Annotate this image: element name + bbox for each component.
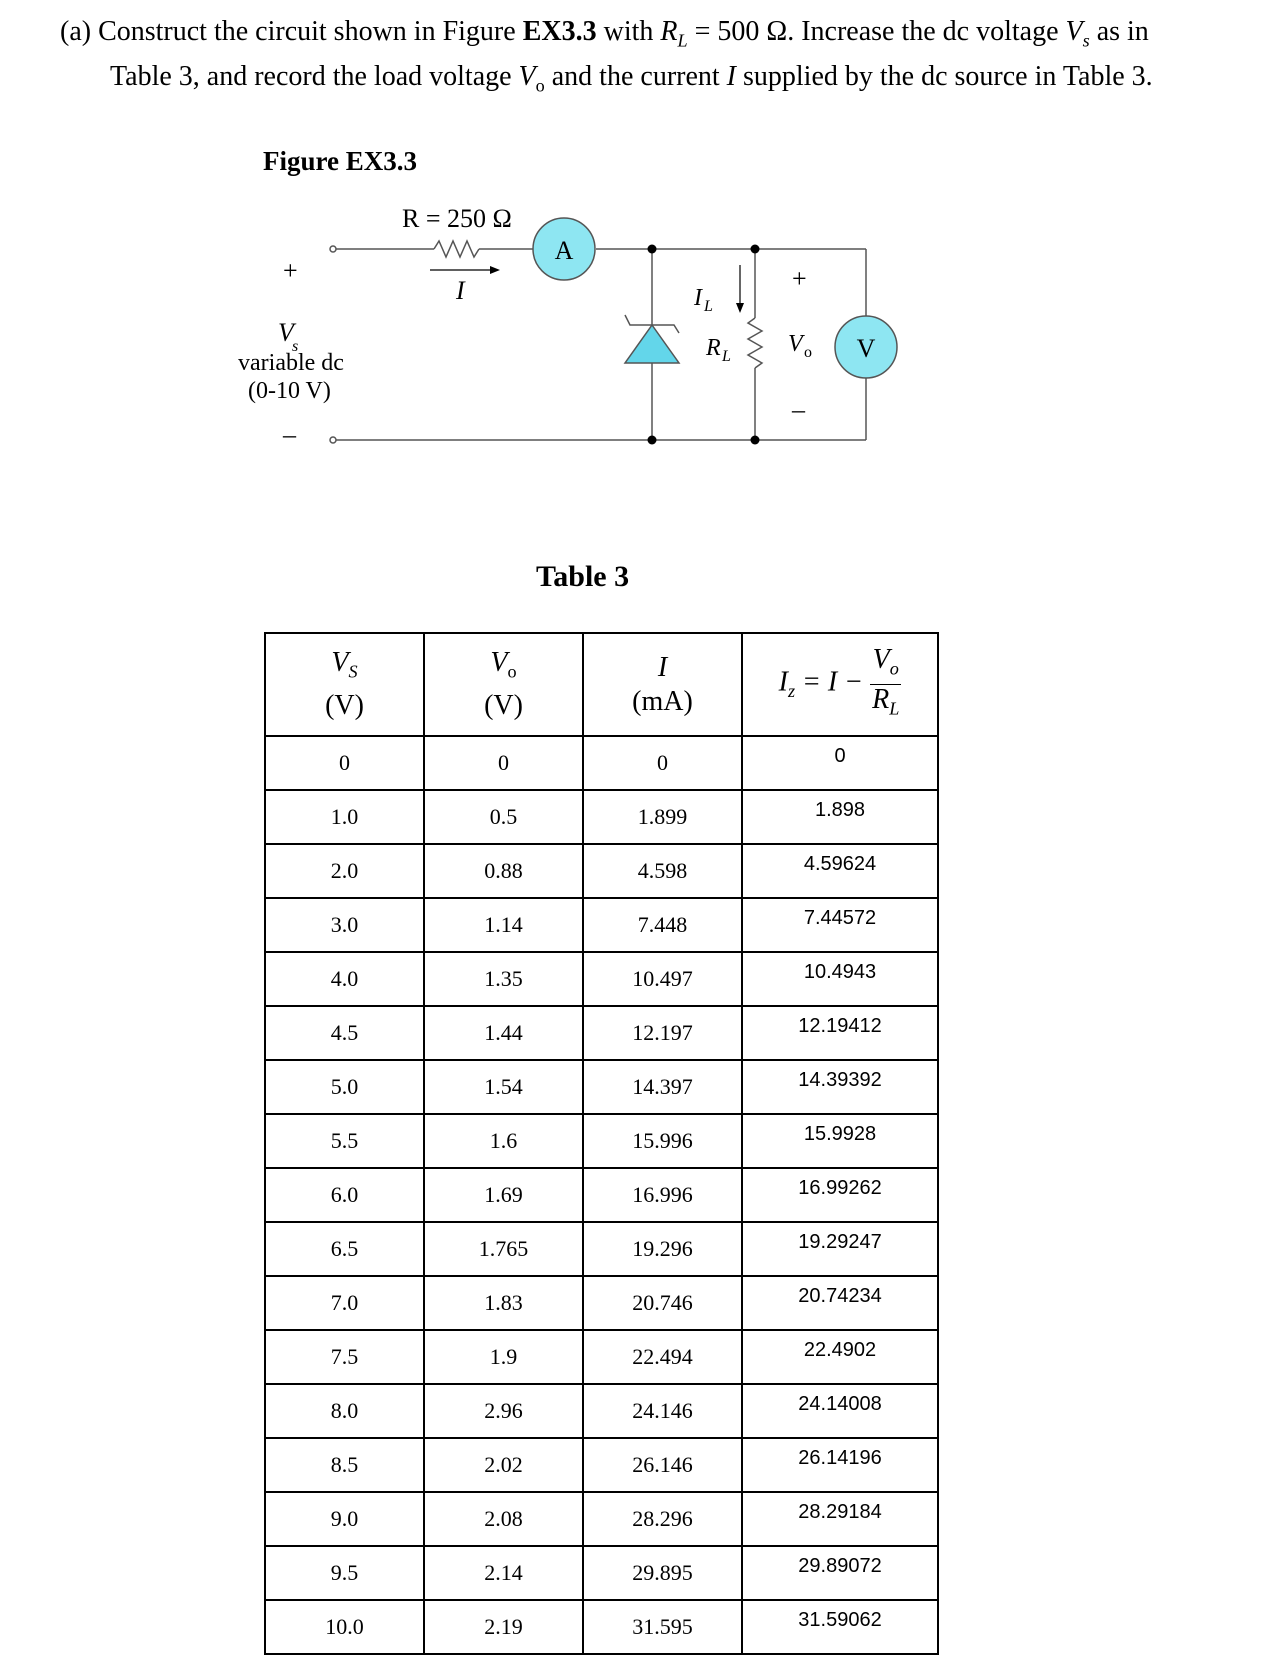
cell-vs: 5.5 (265, 1114, 424, 1168)
cell-i: 12.197 (583, 1006, 742, 1060)
instruction-part: (a) Construct the circuit shown in Figure (60, 16, 523, 47)
cell-iz: 10.4943 (742, 952, 938, 1006)
header-unit: (V) (484, 689, 523, 721)
cell-vs: 6.5 (265, 1222, 424, 1276)
current-arrow (430, 266, 500, 274)
table-row (265, 1276, 938, 1330)
resistor-r (434, 241, 479, 257)
den-symbol: R (872, 684, 890, 715)
table-row (265, 790, 938, 844)
header-unit: (V) (325, 689, 364, 721)
figure-ref: EX3.3 (522, 16, 597, 47)
table-row (265, 1384, 938, 1438)
cell-i: 7.448 (583, 898, 742, 952)
source-sub: s (292, 338, 299, 355)
node (648, 436, 657, 445)
den-sub: L (889, 698, 900, 719)
cell-i: 14.397 (583, 1060, 742, 1114)
cell-i: 19.296 (583, 1222, 742, 1276)
cell-vs: 8.0 (265, 1384, 424, 1438)
source-minus: – (283, 420, 296, 449)
source-terminal-top (330, 246, 336, 252)
cell-iz: 15.9928 (742, 1114, 938, 1168)
table-row (265, 1330, 938, 1384)
resistor-rl (748, 318, 762, 368)
cell-iz: 29.89072 (742, 1546, 938, 1600)
cell-vo: 0 (424, 736, 583, 790)
cell-iz: 20.74234 (742, 1276, 938, 1330)
table-row (265, 1492, 938, 1546)
ammeter-label: A (554, 236, 574, 265)
cell-vs: 10.0 (265, 1600, 424, 1654)
cell-vo: 2.08 (424, 1492, 583, 1546)
cell-iz: 7.44572 (742, 898, 938, 952)
header-symbol: I (657, 651, 668, 683)
load-resistor-symbol: R (706, 335, 721, 361)
cell-i: 28.296 (583, 1492, 742, 1546)
table-row (265, 1114, 938, 1168)
header-sub: S (348, 661, 358, 682)
cell-iz: 26.14196 (742, 1438, 938, 1492)
cell-vo: 2.02 (424, 1438, 583, 1492)
fraction-numerator (870, 645, 901, 685)
load-resistor-sub: L (722, 348, 731, 365)
source-plus: + (283, 256, 298, 285)
cell-iz: 4.59624 (742, 844, 938, 898)
table-header-row (265, 633, 938, 736)
cell-vo: 0.5 (424, 790, 583, 844)
instruction-text (60, 14, 1260, 103)
header-iz-formula (742, 633, 938, 736)
cell-vs: 2.0 (265, 844, 424, 898)
cell-iz: 16.99262 (742, 1168, 938, 1222)
output-symbol: V (788, 331, 803, 357)
cell-vo: 1.44 (424, 1006, 583, 1060)
header-vs (265, 633, 424, 736)
cell-vo: 1.69 (424, 1168, 583, 1222)
fraction-denominator (870, 685, 901, 724)
table-row (265, 1006, 938, 1060)
num-sub: o (889, 659, 899, 679)
instruction-part: Table 3, and record the load voltage (110, 60, 519, 92)
cell-vs: 5.0 (265, 1060, 424, 1114)
circuit-diagram (220, 195, 920, 455)
i-symbol: I (726, 60, 736, 92)
cell-i: 26.146 (583, 1438, 742, 1492)
cell-i: 31.595 (583, 1600, 742, 1654)
voltmeter-label: V (856, 334, 876, 363)
cell-i: 16.996 (583, 1168, 742, 1222)
node (751, 436, 760, 445)
load-current-sub: L (704, 298, 713, 315)
load-current-arrow (736, 265, 744, 313)
formula-fraction (870, 645, 901, 723)
cell-vs: 8.5 (265, 1438, 424, 1492)
cell-i: 10.497 (583, 952, 742, 1006)
source-desc-2: (0-10 V) (248, 378, 331, 404)
cell-vo: 2.19 (424, 1600, 583, 1654)
cell-i: 24.146 (583, 1384, 742, 1438)
cell-i: 22.494 (583, 1330, 742, 1384)
cell-vo: 1.83 (424, 1276, 583, 1330)
table-title: Table 3 (536, 560, 630, 593)
cell-vs: 1.0 (265, 790, 424, 844)
cell-vs: 3.0 (265, 898, 424, 952)
cell-iz: 22.4902 (742, 1330, 938, 1384)
cell-vo: 1.765 (424, 1222, 583, 1276)
cell-iz: 14.39392 (742, 1060, 938, 1114)
cell-vo: 1.14 (424, 898, 583, 952)
cell-vs: 4.5 (265, 1006, 424, 1060)
formula-lhs-sub: z (787, 681, 796, 702)
cell-iz: 31.59062 (742, 1600, 938, 1654)
instruction-part: and the current (544, 60, 727, 92)
formula-lhs: I (778, 666, 788, 698)
cell-vo: 0.88 (424, 844, 583, 898)
source-desc-1: variable dc (238, 350, 344, 376)
cell-i: 1.899 (583, 790, 742, 844)
table-body (265, 736, 938, 1654)
cell-vs: 7.0 (265, 1276, 424, 1330)
cell-vo: 2.14 (424, 1546, 583, 1600)
header-symbol: V (331, 647, 349, 679)
cell-iz: 19.29247 (742, 1222, 938, 1276)
header-symbol: V (490, 647, 508, 679)
vo-sub: o (535, 75, 545, 96)
instruction-part: supplied by the dc source in Table 3. (736, 60, 1153, 92)
output-sub: o (804, 344, 812, 361)
table-row (265, 952, 938, 1006)
cell-vs: 9.5 (265, 1546, 424, 1600)
cell-vs: 9.0 (265, 1492, 424, 1546)
table-row (265, 1600, 938, 1654)
cell-iz: 1.898 (742, 790, 938, 844)
current-label: I (456, 276, 465, 305)
cell-vs: 6.0 (265, 1168, 424, 1222)
vs-sub: s (1082, 30, 1090, 51)
table-row (265, 1222, 938, 1276)
cell-iz: 0 (742, 736, 938, 790)
cell-i: 15.996 (583, 1114, 742, 1168)
instruction-part: as in (1089, 16, 1149, 47)
cell-vo: 1.54 (424, 1060, 583, 1114)
cell-i: 20.746 (583, 1276, 742, 1330)
table-row (265, 736, 938, 790)
rl-sub: L (677, 30, 688, 51)
header-vo (424, 633, 583, 736)
instruction-part: with (596, 16, 661, 47)
cell-i: 0 (583, 736, 742, 790)
formula-mid: = I − (795, 666, 871, 698)
cell-vs: 0 (265, 736, 424, 790)
output-plus: + (792, 264, 807, 293)
node (751, 245, 760, 254)
table-row (265, 844, 938, 898)
cell-vo: 1.9 (424, 1330, 583, 1384)
cell-vo: 1.6 (424, 1114, 583, 1168)
header-i (583, 633, 742, 736)
header-unit: (mA) (632, 685, 693, 717)
table-row (265, 1546, 938, 1600)
source-terminal-bottom (330, 437, 336, 443)
output-minus: – (792, 395, 805, 424)
cell-vs: 4.0 (265, 952, 424, 1006)
table-row (265, 1168, 938, 1222)
node (648, 245, 657, 254)
table-row (265, 1438, 938, 1492)
table-row (265, 1060, 938, 1114)
instruction-line-2 (60, 59, 1260, 104)
vo-symbol: V (518, 60, 536, 92)
num-symbol: V (872, 644, 890, 676)
figure-title: Figure EX3.3 (263, 146, 417, 176)
vs-symbol: V (1065, 16, 1083, 47)
resistor-label: R = 250 Ω (402, 204, 512, 233)
table-row (265, 898, 938, 952)
instruction-part: = 500 Ω. Increase the dc voltage (687, 16, 1066, 47)
data-table (264, 632, 939, 1655)
cell-vo: 2.96 (424, 1384, 583, 1438)
cell-i: 29.895 (583, 1546, 742, 1600)
cell-vo: 1.35 (424, 952, 583, 1006)
source-symbol: V (278, 318, 294, 347)
cell-i: 4.598 (583, 844, 742, 898)
header-sub: o (507, 661, 517, 682)
cell-iz: 12.19412 (742, 1006, 938, 1060)
cell-iz: 24.14008 (742, 1384, 938, 1438)
cell-vs: 7.5 (265, 1330, 424, 1384)
cell-iz: 28.29184 (742, 1492, 938, 1546)
load-current-symbol: I (694, 285, 702, 311)
rl-symbol: R (660, 16, 678, 47)
